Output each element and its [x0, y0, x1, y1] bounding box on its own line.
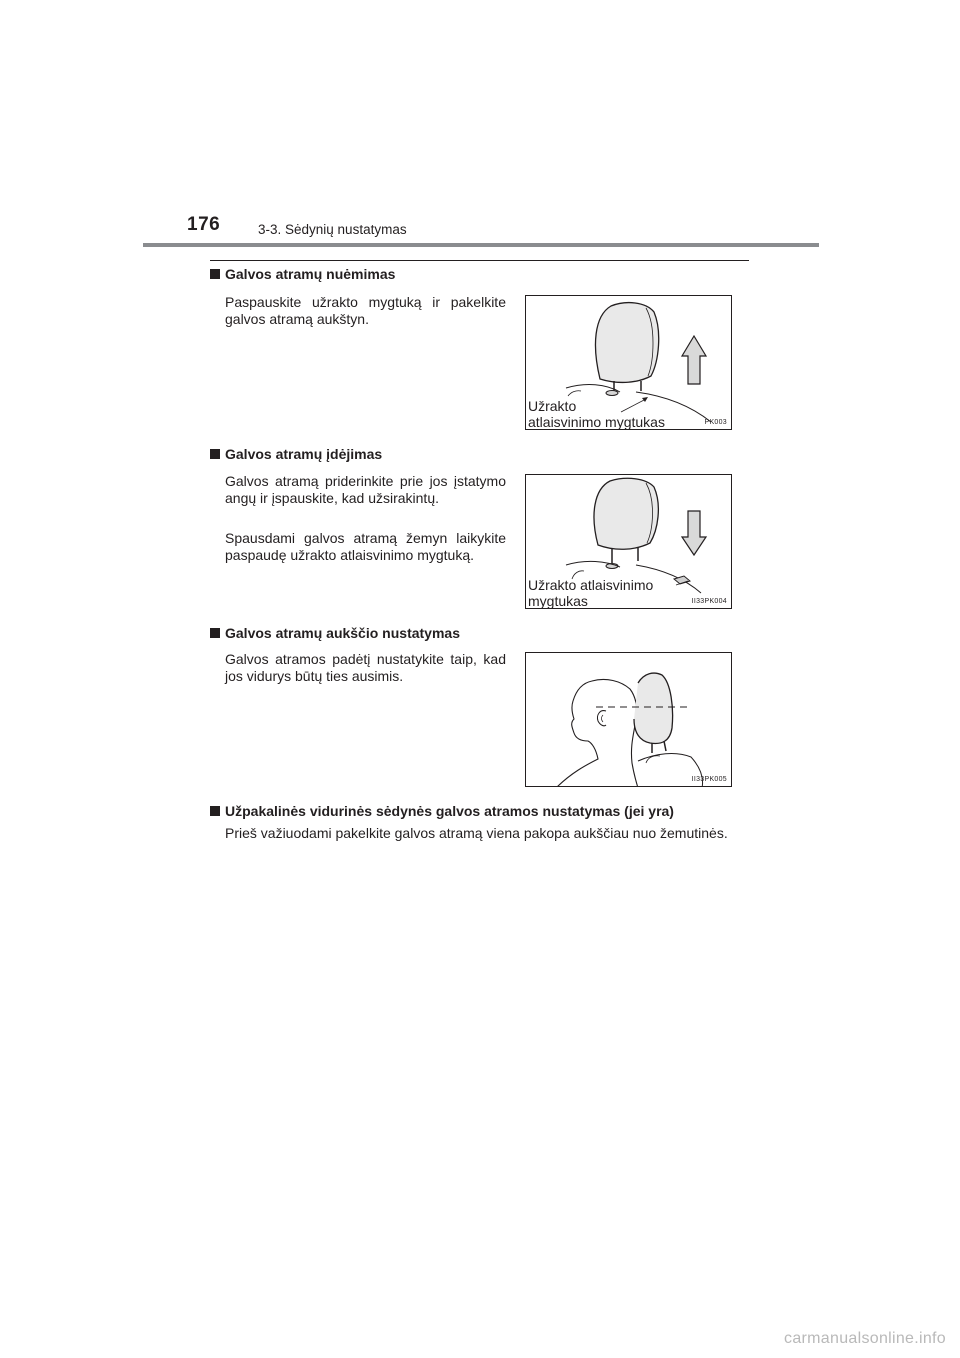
heading-text: Užpakalinės vidurinės sėdynės galvos atramos nustatymas (jei yra) — [225, 803, 674, 819]
paragraph-rear-center-headrest: Prieš važiuodami pakelkite galvos atramą viena pakopa aukščiau nuo žemutinės. — [225, 825, 728, 841]
heading-text: Galvos atramų nuėmimas — [225, 266, 396, 282]
heading-headrest-height-adjustment — [210, 625, 460, 641]
watermark: carmanualsonline.info — [784, 1330, 946, 1347]
header-rule — [143, 243, 819, 247]
content-top-rule — [210, 260, 749, 261]
bullet-square-icon — [210, 806, 220, 816]
bullet-square-icon — [210, 449, 220, 459]
figure-callout-label: Užrakto atlaisvinimo mygtukas — [528, 398, 665, 430]
paragraph-height-adjustment: Galvos atramos padėtį nustatykite taip, kad jos vidurys būtų ties ausimis. — [225, 651, 506, 684]
bullet-square-icon — [210, 269, 220, 279]
section-title: 3-3. Sėdynių nustatymas — [258, 222, 407, 237]
page-number: 176 — [187, 214, 221, 235]
paragraph-installation-step-2: Spausdami galvos atramą žemyn laikykite paspaudę užrakto atlaisvinimo mygtuką. — [225, 530, 506, 563]
figure-code: II33PK005 — [691, 776, 727, 783]
figure-headrest-height — [525, 652, 732, 787]
heading-headrest-removal — [210, 266, 395, 282]
heading-text: Galvos atramų įdėjimas — [225, 446, 383, 462]
heading-text: Galvos atramų aukščio nustatymas — [225, 625, 460, 641]
figure-code: II33PK004 — [691, 598, 727, 605]
bullet-square-icon — [210, 628, 220, 638]
figure-headrest-installation — [525, 474, 732, 609]
figure-code: PK003 — [704, 419, 727, 426]
figure-callout-label: Užrakto atlaisvinimo mygtukas — [528, 577, 654, 609]
heading-rear-center-headrest — [210, 803, 674, 819]
figure-headrest-removal — [525, 295, 732, 430]
head-and-headrest-illustration — [526, 653, 732, 787]
heading-headrest-installation — [210, 446, 382, 462]
paragraph-installation-step-1: Galvos atramą priderinkite prie jos įstatymo angų ir įspauskite, kad užsirakintų. — [225, 473, 506, 506]
paragraph-removal-instruction: Paspauskite užrakto mygtuką ir pakelkite galvos atramą aukštyn. — [225, 294, 506, 327]
